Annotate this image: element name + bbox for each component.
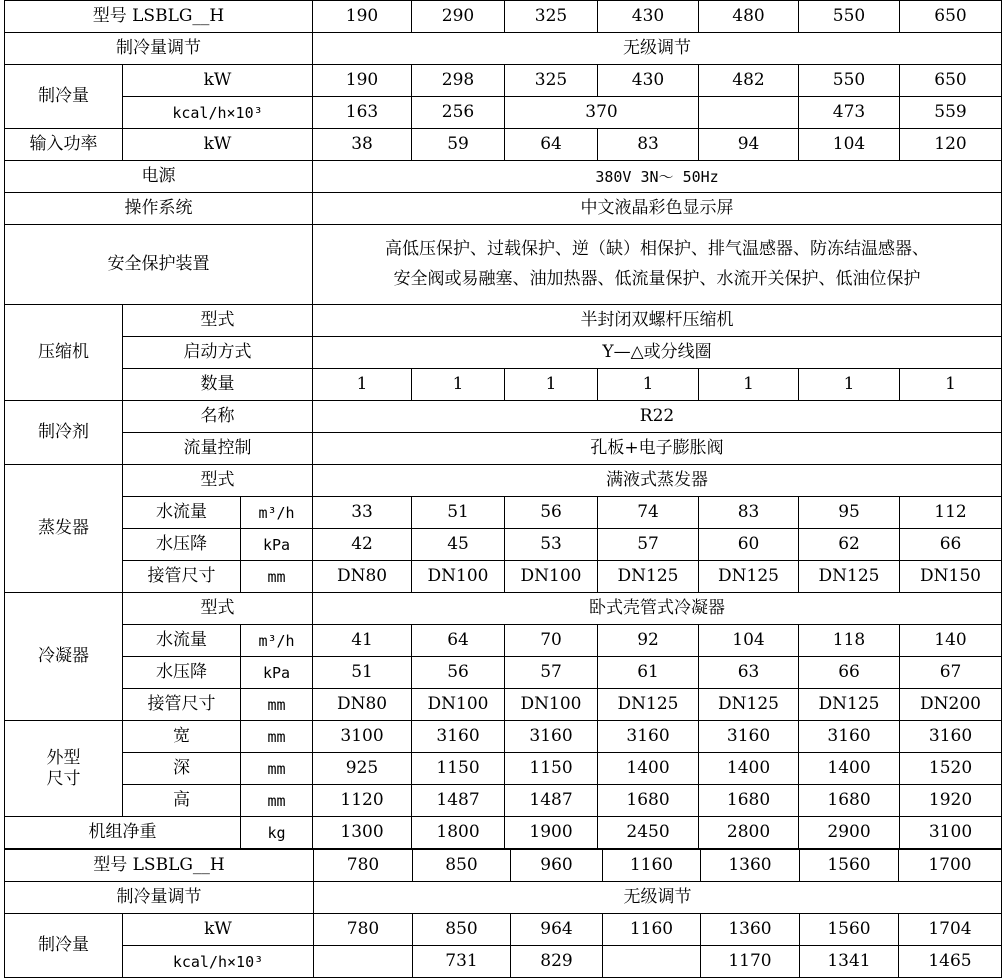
depth-cell: 1400 (699, 753, 799, 785)
cond-pipe-cell: DN125 (699, 689, 799, 721)
model-row (5, 1, 1002, 33)
power-supply-label: 电源 (5, 161, 313, 193)
evap-pipe-cell: DN125 (799, 561, 900, 593)
cooling-kcal-cell: 731 (413, 946, 511, 978)
flow-control-label: 流量控制 (123, 433, 313, 465)
model-cell: 480 (699, 1, 799, 33)
start-mode-label: 启动方式 (123, 337, 313, 369)
depth-cell: 1400 (799, 753, 900, 785)
model-cell: 325 (505, 1, 598, 33)
capacity-control-row (5, 33, 1002, 65)
depth-row (5, 753, 1002, 785)
cond-flow-cell: 104 (699, 625, 799, 657)
input-power-cell: 120 (900, 129, 1002, 161)
evap-drop-cell: 45 (412, 529, 505, 561)
cooling-kw-cell: 1160 (603, 914, 701, 946)
unit-kw: kW (123, 129, 313, 161)
cooling-kw-cell: 964 (511, 914, 603, 946)
cond-flow-cell: 140 (900, 625, 1002, 657)
operating-system-row (5, 193, 1002, 225)
evap-flow-cell: 112 (900, 497, 1002, 529)
compressor-label: 压缩机 (5, 305, 123, 401)
cond-flow-cell: 41 (313, 625, 412, 657)
evap-pipe-cell: DN100 (505, 561, 598, 593)
depth-cell: 1520 (900, 753, 1002, 785)
net-weight-cell: 2900 (799, 817, 900, 849)
cooling-kcal-row (5, 946, 1002, 978)
model-label: 型号 LSBLG__H (5, 850, 314, 882)
width-cell: 3100 (313, 721, 412, 753)
capacity-control-value: 无级调节 (314, 882, 1002, 914)
quantity-cell: 1 (598, 369, 699, 401)
height-cell: 1680 (799, 785, 900, 817)
cooling-kw-cell: 325 (505, 65, 598, 97)
model-cell: 850 (413, 850, 511, 882)
model-cell: 960 (511, 850, 603, 882)
cond-drop-cell: 56 (412, 657, 505, 689)
refrigerant-name-value: R22 (313, 401, 1002, 433)
unit-mm: mm (241, 753, 313, 785)
cooling-kcal-cell (699, 97, 799, 129)
unit-kpa: kPa (241, 657, 313, 689)
model-cell: 290 (412, 1, 505, 33)
cooling-kcal-cell: 829 (511, 946, 603, 978)
cooling-kcal-cell: 370 (505, 97, 699, 129)
model-row (5, 850, 1002, 882)
width-cell: 3160 (799, 721, 900, 753)
depth-cell: 925 (313, 753, 412, 785)
cooling-kcal-cell: 256 (412, 97, 505, 129)
depth-cell: 1150 (412, 753, 505, 785)
pipe-size-label: 接管尺寸 (123, 689, 241, 721)
quantity-cell: 1 (313, 369, 412, 401)
cond-flow-cell: 92 (598, 625, 699, 657)
width-row (5, 721, 1002, 753)
capacity-control-value: 无级调节 (313, 33, 1002, 65)
model-cell: 650 (900, 1, 1002, 33)
water-pressure-drop-label: 水压降 (123, 529, 241, 561)
water-pressure-drop-label: 水压降 (123, 657, 241, 689)
cond-drop-cell: 57 (505, 657, 598, 689)
cooling-kcal-cell: 1170 (701, 946, 800, 978)
quantity-cell: 1 (900, 369, 1002, 401)
net-weight-cell: 1300 (313, 817, 412, 849)
evap-flow-cell: 56 (505, 497, 598, 529)
cooling-kcal-cell: 163 (313, 97, 412, 129)
net-weight-cell: 2450 (598, 817, 699, 849)
cond-drop-cell: 66 (799, 657, 900, 689)
cooling-kw-cell: 482 (699, 65, 799, 97)
cond-drop-row (5, 657, 1002, 689)
evap-pipe-row (5, 561, 1002, 593)
type-label: 型式 (123, 465, 313, 497)
depth-cell: 1400 (598, 753, 699, 785)
quantity-cell: 1 (505, 369, 598, 401)
cond-pipe-cell: DN100 (412, 689, 505, 721)
cond-pipe-cell: DN100 (505, 689, 598, 721)
unit-kcal: kcal/h×10³ (123, 946, 314, 978)
dimensions-label-line: 外型 (46, 748, 81, 769)
input-power-cell: 59 (412, 129, 505, 161)
evap-pipe-cell: DN125 (598, 561, 699, 593)
type-label: 型式 (123, 593, 313, 625)
start-mode-row (5, 337, 1002, 369)
evap-drop-cell: 66 (900, 529, 1002, 561)
cond-pipe-cell: DN80 (313, 689, 412, 721)
water-flow-label: 水流量 (123, 625, 241, 657)
quantity-cell: 1 (799, 369, 900, 401)
net-weight-cell: 1900 (505, 817, 598, 849)
cooling-kw-row (5, 914, 1002, 946)
unit-mm: mm (241, 785, 313, 817)
cooling-capacity-label: 制冷量 (5, 65, 123, 129)
model-cell: 190 (313, 1, 412, 33)
model-label: 型号 LSBLG__H (5, 1, 313, 33)
height-cell: 1680 (598, 785, 699, 817)
evap-drop-cell: 62 (799, 529, 900, 561)
refrigerant-name-row (5, 401, 1002, 433)
cooling-kw-cell: 850 (413, 914, 511, 946)
height-cell: 1680 (699, 785, 799, 817)
evap-flow-cell: 74 (598, 497, 699, 529)
input-power-label: 输入功率 (5, 129, 123, 161)
unit-mm: mm (241, 561, 313, 593)
name-label: 名称 (123, 401, 313, 433)
height-cell: 1487 (412, 785, 505, 817)
cond-pipe-cell: DN125 (799, 689, 900, 721)
cooling-kcal-cell (603, 946, 701, 978)
condenser-type-row (5, 593, 1002, 625)
height-cell: 1487 (505, 785, 598, 817)
evap-pipe-cell: DN150 (900, 561, 1002, 593)
safety-value (313, 225, 1002, 305)
evap-drop-cell: 60 (699, 529, 799, 561)
unit-kw: kW (123, 65, 313, 97)
cooling-kcal-cell: 473 (799, 97, 900, 129)
net-weight-cell: 3100 (900, 817, 1002, 849)
operating-system-value: 中文液晶彩色显示屏 (313, 193, 1002, 225)
evaporator-type-row (5, 465, 1002, 497)
quantity-row (5, 369, 1002, 401)
net-weight-row (5, 817, 1002, 849)
cond-flow-cell: 70 (505, 625, 598, 657)
unit-kcal: kcal/h×10³ (123, 97, 313, 129)
cond-drop-cell: 67 (900, 657, 1002, 689)
height-cell: 1920 (900, 785, 1002, 817)
flow-control-row (5, 433, 1002, 465)
cond-pipe-row (5, 689, 1002, 721)
flow-control-value: 孔板+电子膨胀阀 (313, 433, 1002, 465)
cooling-kw-cell: 1560 (800, 914, 899, 946)
quantity-cell: 1 (699, 369, 799, 401)
height-row (5, 785, 1002, 817)
condenser-type-value: 卧式壳管式冷凝器 (313, 593, 1002, 625)
evap-flow-cell: 95 (799, 497, 900, 529)
unit-kg: kg (241, 817, 313, 849)
compressor-type-value: 半封闭双螺杆压缩机 (313, 305, 1002, 337)
width-cell: 3160 (598, 721, 699, 753)
evap-drop-cell: 53 (505, 529, 598, 561)
model-cell: 1160 (603, 850, 701, 882)
operating-system-label: 操作系统 (5, 193, 313, 225)
cooling-kw-cell: 1704 (899, 914, 1002, 946)
pipe-size-label: 接管尺寸 (123, 561, 241, 593)
cond-drop-cell: 63 (699, 657, 799, 689)
evap-flow-cell: 83 (699, 497, 799, 529)
input-power-cell: 104 (799, 129, 900, 161)
width-label: 宽 (123, 721, 241, 753)
cond-drop-cell: 61 (598, 657, 699, 689)
model-cell: 430 (598, 1, 699, 33)
net-weight-cell: 2800 (699, 817, 799, 849)
cond-flow-row (5, 625, 1002, 657)
model-cell: 1700 (899, 850, 1002, 882)
unit-kw: kW (123, 914, 314, 946)
net-weight-label: 机组净重 (5, 817, 241, 849)
input-power-cell: 94 (699, 129, 799, 161)
cooling-kw-cell: 650 (900, 65, 1002, 97)
evap-drop-row (5, 529, 1002, 561)
cond-pipe-cell: DN125 (598, 689, 699, 721)
evap-drop-cell: 42 (313, 529, 412, 561)
capacity-control-row (5, 882, 1002, 914)
unit-mm: mm (241, 689, 313, 721)
model-cell: 550 (799, 1, 900, 33)
unit-m3h: m³/h (241, 625, 313, 657)
quantity-label: 数量 (123, 369, 313, 401)
input-power-cell: 38 (313, 129, 412, 161)
model-cell: 780 (314, 850, 413, 882)
input-power-row (5, 129, 1002, 161)
cooling-kw-cell: 550 (799, 65, 900, 97)
cooling-kcal-row (5, 97, 1002, 129)
cooling-kw-row (5, 65, 1002, 97)
unit-m3h: m³/h (241, 497, 313, 529)
cooling-kcal-cell: 1465 (899, 946, 1002, 978)
safety-label: 安全保护装置 (5, 225, 313, 305)
evap-flow-row (5, 497, 1002, 529)
spec-table-1 (4, 0, 1002, 849)
spec-table-2 (4, 849, 1002, 978)
model-cell: 1360 (701, 850, 800, 882)
cond-flow-cell: 118 (799, 625, 900, 657)
cond-flow-cell: 64 (412, 625, 505, 657)
power-supply-value: 380V 3N～ 50Hz (313, 161, 1002, 193)
dimensions-label (5, 721, 123, 817)
input-power-cell: 83 (598, 129, 699, 161)
net-weight-cell: 1800 (412, 817, 505, 849)
evap-pipe-cell: DN80 (313, 561, 412, 593)
cooling-kw-cell: 190 (313, 65, 412, 97)
cooling-kcal-cell: 1341 (800, 946, 899, 978)
cooling-kcal-cell: 559 (900, 97, 1002, 129)
unit-kpa: kPa (241, 529, 313, 561)
height-cell: 1120 (313, 785, 412, 817)
condenser-label: 冷凝器 (5, 593, 123, 721)
depth-label: 深 (123, 753, 241, 785)
water-flow-label: 水流量 (123, 497, 241, 529)
cooling-capacity-label: 制冷量 (5, 914, 123, 978)
evap-flow-cell: 51 (412, 497, 505, 529)
safety-line: 高低压保护、过载保护、逆（缺）相保护、排气温感器、防冻结温感器、 (385, 238, 930, 259)
quantity-cell: 1 (412, 369, 505, 401)
capacity-control-label: 制冷量调节 (5, 882, 314, 914)
cooling-kw-cell: 430 (598, 65, 699, 97)
evap-drop-cell: 57 (598, 529, 699, 561)
cond-pipe-cell: DN200 (900, 689, 1002, 721)
safety-row (5, 225, 1002, 305)
unit-mm: mm (241, 721, 313, 753)
capacity-control-label: 制冷量调节 (5, 33, 313, 65)
width-cell: 3160 (505, 721, 598, 753)
cooling-kw-cell: 298 (412, 65, 505, 97)
evap-pipe-cell: DN125 (699, 561, 799, 593)
refrigerant-label: 制冷剂 (5, 401, 123, 465)
power-supply-row (5, 161, 1002, 193)
compressor-type-row (5, 305, 1002, 337)
cooling-kcal-cell (314, 946, 413, 978)
model-cell: 1560 (800, 850, 899, 882)
input-power-cell: 64 (505, 129, 598, 161)
dimensions-label-line: 尺寸 (46, 768, 81, 789)
evap-pipe-cell: DN100 (412, 561, 505, 593)
type-label: 型式 (123, 305, 313, 337)
evaporator-label: 蒸发器 (5, 465, 123, 593)
evaporator-type-value: 满液式蒸发器 (313, 465, 1002, 497)
depth-cell: 1150 (505, 753, 598, 785)
cooling-kw-cell: 1360 (701, 914, 800, 946)
cond-drop-cell: 51 (313, 657, 412, 689)
start-mode-value: Y—△或分线圈 (313, 337, 1002, 369)
width-cell: 3160 (699, 721, 799, 753)
evap-flow-cell: 33 (313, 497, 412, 529)
safety-line: 安全阀或易融塞、油加热器、低流量保护、水流开关保护、低油位保护 (393, 268, 921, 289)
width-cell: 3160 (900, 721, 1002, 753)
cooling-kw-cell: 780 (314, 914, 413, 946)
width-cell: 3160 (412, 721, 505, 753)
height-label: 高 (123, 785, 241, 817)
